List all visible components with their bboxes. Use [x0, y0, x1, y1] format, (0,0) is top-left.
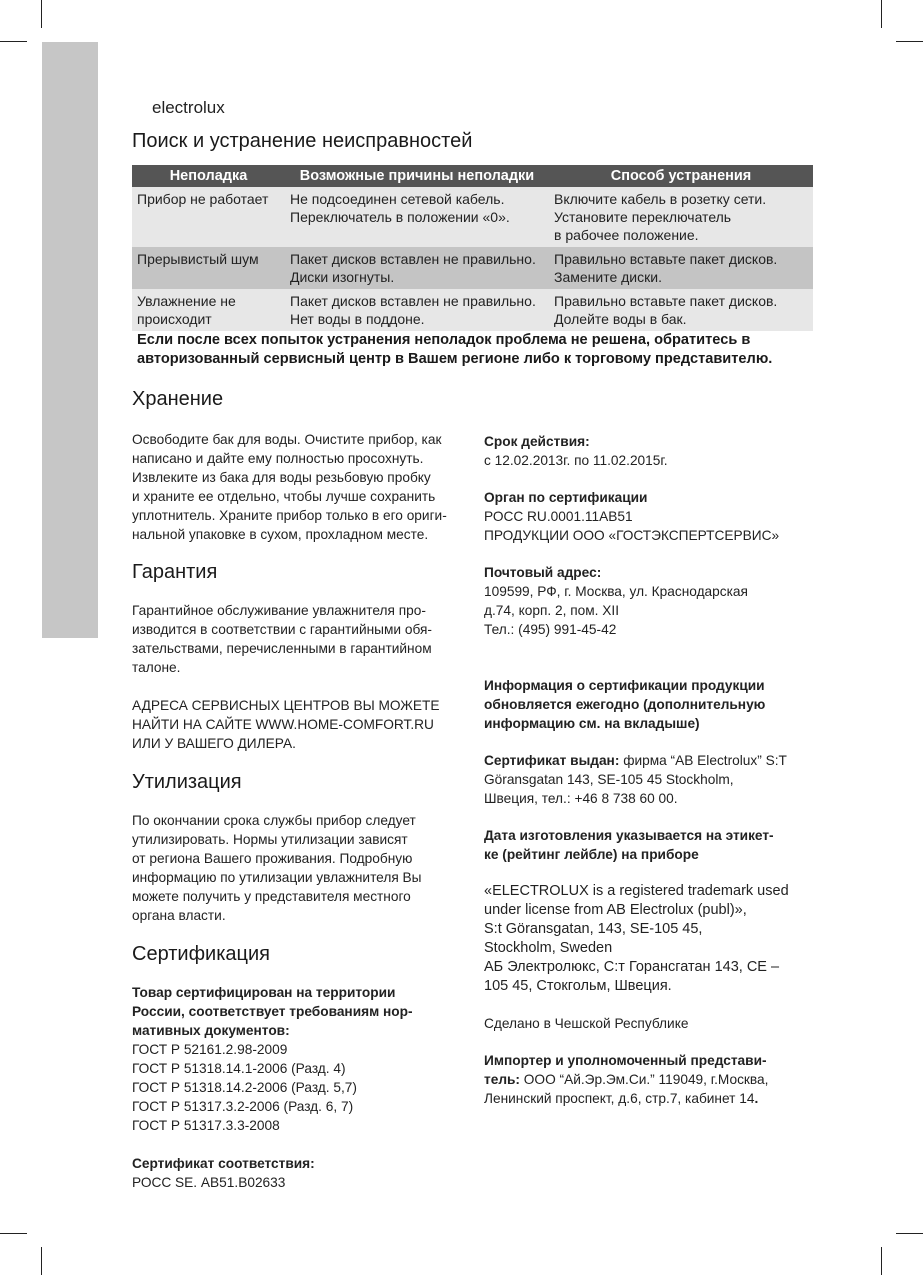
cert-issued	[484, 751, 834, 808]
crop-mark	[41, 1247, 42, 1275]
problem-cell: Прибор не работает	[132, 187, 285, 247]
storage-text: Освободите бак для воды. Очистите прибор, как написано и дайте ему полностью просохнуть. Извлеките из бака для воды резьбовую пробку и храните ее отдельно, чтобы лучше сохранить уплотнитель. Храните прибор только в его ориги- нальной упаковке в сухом, прохладном месте.	[132, 432, 447, 542]
side-tab	[42, 42, 98, 638]
validity-label: Срок действия:	[484, 434, 590, 449]
troubleshooting-table	[132, 165, 813, 331]
crop-mark	[896, 1233, 923, 1234]
annual-info: Информация о сертификации продукции обновляется ежегодно (дополнительную информацию см. на вкладыше)	[484, 678, 766, 731]
table-header	[132, 165, 813, 187]
cause-cell: Пакет дисков вставлен не правильно. Диски изогнуты.	[285, 247, 549, 289]
cause-cell: Пакет дисков вставлен не правильно. Нет воды в поддоне.	[285, 289, 549, 331]
warranty-text: Гарантийное обслуживание увлажнителя про- изводится в соответствии с гарантийными обя- зательствами, перечисленными в гарантийном талоне.	[132, 603, 432, 675]
validity-value: с 12.02.2013г. по 11.02.2015г.	[484, 453, 668, 468]
cert-body-value: РОСС RU.0001.11АВ51 ПРОДУКЦИИ ООО «ГОСТЭКСПЕРТСЕРВИС»	[484, 509, 780, 543]
problem-cell: Увлажнение не происходит	[132, 289, 285, 331]
crop-mark	[0, 41, 27, 42]
trademark-text: «ELECTROLUX is a registered trademark used under license from AB Electrolux (publ)», S:t Göransgatan, 143, SE-105 45, Stockholm, Sweden АБ Электролюкс, С:т Горансгатан 143, СЕ – 105 45, Стокгольм, Швеция.	[484, 883, 789, 994]
cert-conformity-value: РОСС SE. АВ51.В02633	[132, 1175, 286, 1190]
disposal-heading: Утилизация	[132, 771, 242, 793]
problem-cell: Прерывистый шум	[132, 247, 285, 289]
importer	[484, 1051, 834, 1108]
table-row	[132, 289, 813, 331]
cert-conformity-label: Сертификат соответствия:	[132, 1156, 315, 1171]
service-note: Если после всех попыток устранения неполадок проблема не решена, обратитесь в авторизованный сервисный центр в Вашем регионе либо к торговому представителю.	[137, 332, 773, 367]
header-causes: Возможные причины неполадки	[285, 165, 549, 187]
standards-list: ГОСТ Р 52161.2.98-2009 ГОСТ Р 51318.14.1-2006 (Разд. 4) ГОСТ Р 51318.14.2-2006 (Разд. 5,7) ГОСТ Р 51317.3.2-2006 (Разд. 6, 7) ГОСТ Р 51317.3.3-2008	[132, 1042, 357, 1133]
crop-mark	[881, 1247, 882, 1275]
service-centers-text: АДРЕСА СЕРВИСНЫХ ЦЕНТРОВ ВЫ МОЖЕТЕ НАЙТИ НА САЙТЕ WWW.HOME-COMFORT.RU ИЛИ У ВАШЕГО ДИЛЕРА.	[132, 698, 440, 751]
crop-mark	[881, 0, 882, 28]
made-in: Сделано в Чешской Республике	[484, 1016, 689, 1031]
cert-body-label: Орган по сертификации	[484, 490, 648, 505]
solution-cell: Правильно вставьте пакет дисков. Замените диски.	[549, 247, 813, 289]
importer-label: Импортер и уполномоченный представи- тель:	[484, 1053, 767, 1087]
solution-cell: Включите кабель в розетку сети. Установите переключатель в рабочее положение.	[549, 187, 813, 247]
solution-cell: Правильно вставьте пакет дисков. Долейте воды в бак.	[549, 289, 813, 331]
table-row	[132, 187, 813, 247]
cert-issued-label: Сертификат выдан:	[484, 753, 620, 768]
certification-heading: Сертификация	[132, 943, 270, 965]
crop-mark	[0, 1233, 27, 1234]
postal-value: 109599, РФ, г. Москва, ул. Краснодарская д.74, корп. 2, пом. XII Тел.: (495) 991-45-42	[484, 584, 748, 637]
manufacture-date-note: Дата изготовления указывается на этикет- ке (рейтинг лейбле) на приборе	[484, 828, 774, 862]
postal-label: Почтовый адрес:	[484, 565, 602, 580]
importer-end: .	[754, 1091, 759, 1106]
importer-value: ООО “Ай.Эр.Эм.Си.” 119049, г.Москва, Ленинский проспект, д.6, стр.7, кабинет 14	[484, 1072, 769, 1106]
right-column	[484, 432, 834, 1108]
brand-name: electrolux	[152, 98, 225, 117]
header-solution: Способ устранения	[549, 165, 813, 187]
table-row	[132, 247, 813, 289]
crop-mark	[896, 41, 923, 42]
warranty-heading: Гарантия	[132, 561, 218, 583]
cause-cell: Не подсоединен сетевой кабель. Переключатель в положении «0».	[285, 187, 549, 247]
certification-statement: Товар сертифицирован на территории России, соответствует требованиям нор- мативных документов:	[132, 985, 413, 1038]
crop-mark	[41, 0, 42, 28]
header-problem: Неполадка	[132, 165, 285, 187]
cert-issued-value: фирма “AB Electrolux” S:T Göransgatan 143, SE-105 45 Stockholm, Швеция, тел.: +46 8 738 60 00.	[484, 753, 787, 806]
left-column	[132, 388, 472, 1192]
troubleshooting-title: Поиск и устранение неисправностей	[132, 130, 473, 152]
storage-heading: Хранение	[132, 388, 224, 410]
disposal-text: По окончании срока службы прибор следует утилизировать. Нормы утилизации зависят от региона Вашего проживания. Подробную информацию по утилизации увлажнителя Вы можете получить у представителя местного органа власти.	[132, 813, 422, 923]
